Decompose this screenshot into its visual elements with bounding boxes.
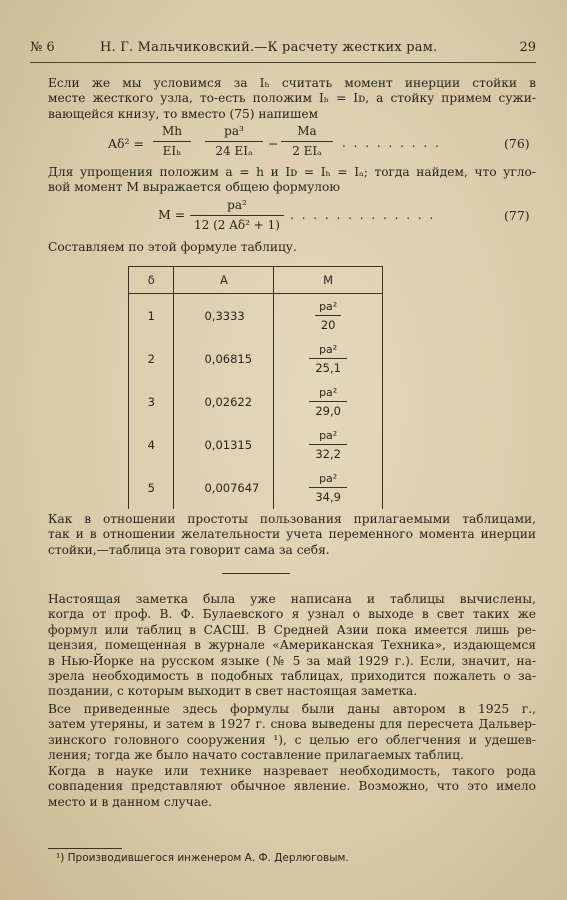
text-line: место и в данном случае.: [48, 794, 213, 809]
cell-m: [274, 380, 383, 423]
text-line: зинского головного сооружения ¹), с целью его облегчения и удешев-: [48, 732, 536, 747]
table-row: [129, 466, 383, 509]
values-table: [128, 266, 383, 509]
text-line: формул или таблиц в САСШ. В Средней Азии пока имеется лишь ре-: [48, 622, 536, 637]
m-numerator: pa²: [319, 342, 338, 356]
fraction-line: [190, 215, 284, 216]
table-header-row: [129, 267, 383, 294]
eq76-label: (76): [504, 136, 530, 151]
m-numerator: pa²: [319, 385, 338, 399]
text-line: поздании, с которым выходит в свет настоящая заметка.: [48, 684, 418, 699]
footnote: ¹) Производившегося инженером А. Ф. Дерлюговым.: [56, 852, 349, 864]
eq76-f3-den: 2 EIₐ: [292, 144, 322, 158]
eq76-minus: −: [268, 136, 279, 151]
paragraph-1: [48, 76, 536, 122]
eq76-f2-num: pa³: [224, 124, 244, 138]
text-line: когда от проф. В. Ф. Булаевского я узнал о выходе в свет таких же: [48, 607, 536, 622]
eq76-lhs: Aδ² =: [108, 136, 145, 151]
cell-delta: 2: [129, 337, 174, 380]
m-denominator: 32,2: [309, 444, 347, 462]
text-line: цензия, помещенная в журнале «Американская Техника», издающемся: [48, 638, 536, 653]
cell-delta: 4: [129, 423, 174, 466]
cell-m: [274, 294, 383, 338]
cell-delta: 1: [129, 294, 174, 338]
text-line: Настоящая заметка была уже написана и таблицы вычислены,: [48, 592, 536, 606]
m-numerator: pa²: [319, 299, 338, 313]
fraction-line: [281, 141, 333, 142]
page-number: 29: [519, 40, 536, 55]
issue-number: № 6: [30, 40, 55, 55]
text-line: Как в отношении простоты пользования прилагаемыми таблицами,: [48, 512, 536, 526]
paragraph-5: [48, 592, 536, 700]
eq77-lhs: M =: [158, 207, 186, 222]
cell-m: [274, 423, 383, 466]
m-denominator: 25,1: [309, 358, 347, 376]
eq76-f1-den: EIₕ: [162, 144, 182, 158]
paragraph-4: [48, 512, 536, 558]
cell-a: 0,06815: [174, 337, 274, 380]
text-line: Для упрощения положим a = h и Iᴅ = Iₕ = Iₐ; тогда найдем, что угло-: [48, 165, 536, 179]
running-title: Н. Г. Мальчиковский.—К расчету жестких рам.: [100, 40, 438, 55]
text-line: ления; тогда же было начато составление прилагаемых таблиц.: [48, 748, 464, 763]
paragraph-3: [48, 240, 536, 255]
text-line: Если же мы условимся за Iₕ считать момент инерции стойки в: [48, 76, 536, 90]
eq77-dots: . . . . . . . . . . . . .: [290, 208, 436, 222]
text-line: в Нью-Йорке на русском языке (№ 5 за май 1929 г.). Если, значит, на-: [48, 653, 536, 668]
eq76-f3-num: Ma: [297, 124, 317, 138]
text-line: вающейся книзу, то вместо (75) напишем: [48, 106, 319, 121]
cell-delta: 3: [129, 380, 174, 423]
text-line: месте жесткого узла, то-есть положим Iₕ = Iᴅ, а стойку примем сужи-: [48, 91, 536, 106]
col-header-m: M: [274, 267, 383, 294]
fraction-line: [205, 141, 263, 142]
table-row: [129, 380, 383, 423]
fraction-line: [153, 141, 191, 142]
m-numerator: pa²: [319, 428, 338, 442]
footnote-rule: [48, 848, 122, 849]
running-header: [30, 40, 536, 60]
eq76-dots: . . . . . . . . .: [342, 136, 441, 150]
cell-m: [274, 337, 383, 380]
text-line: так и в отношении желательности учета переменного момента инерции: [48, 527, 536, 542]
text-line: стойки,—таблица эта говорит сама за себя.: [48, 542, 330, 557]
m-denominator: 29,0: [309, 401, 347, 419]
header-rule: [30, 62, 536, 63]
cell-a: 0,02622: [174, 380, 274, 423]
text-line: Составляем по этой формуле таблицу.: [48, 240, 297, 254]
m-denominator: 20: [315, 315, 342, 333]
section-separator: [222, 573, 290, 574]
table-row: [129, 337, 383, 380]
cell-a: 0,3333: [174, 294, 274, 338]
text-line: затем утеряны, и затем в 1927 г. снова выведены для пересчета Дальвер-: [48, 717, 536, 732]
cell-delta: 5: [129, 466, 174, 509]
eq76-f2-den: 24 EIₐ: [215, 144, 253, 158]
text-line: зрела необходимость в подобных таблицах, приходится пожалеть о за-: [48, 669, 536, 684]
m-denominator: 34,9: [309, 487, 347, 505]
cell-m: [274, 466, 383, 509]
cell-a: 0,01315: [174, 423, 274, 466]
eq77-den: 12 (2 Aδ² + 1): [194, 218, 280, 232]
eq76-f1-num: Mh: [161, 124, 182, 138]
text-line: Все приведенные здесь формулы были даны автором в 1925 г.,: [48, 702, 536, 716]
text-line: Когда в науке или технике назревает необходимость, такого рода: [48, 764, 536, 778]
col-header-a: A: [174, 267, 274, 294]
cell-a: 0,007647: [174, 466, 274, 509]
table-row: [129, 423, 383, 466]
text-line: вой момент M выражается общею формулою: [48, 180, 340, 195]
m-numerator: pa²: [319, 471, 338, 485]
col-header-delta: δ: [129, 267, 174, 294]
text-line: совпадения представляют обычное явление. Возможно, что это имело: [48, 779, 536, 794]
paragraph-7: [48, 764, 536, 810]
eq77-label: (77): [504, 208, 530, 223]
table-row: [129, 294, 383, 338]
eq77-num: pa²: [227, 198, 247, 212]
paragraph-2: [48, 165, 536, 196]
paragraph-6: [48, 702, 536, 764]
